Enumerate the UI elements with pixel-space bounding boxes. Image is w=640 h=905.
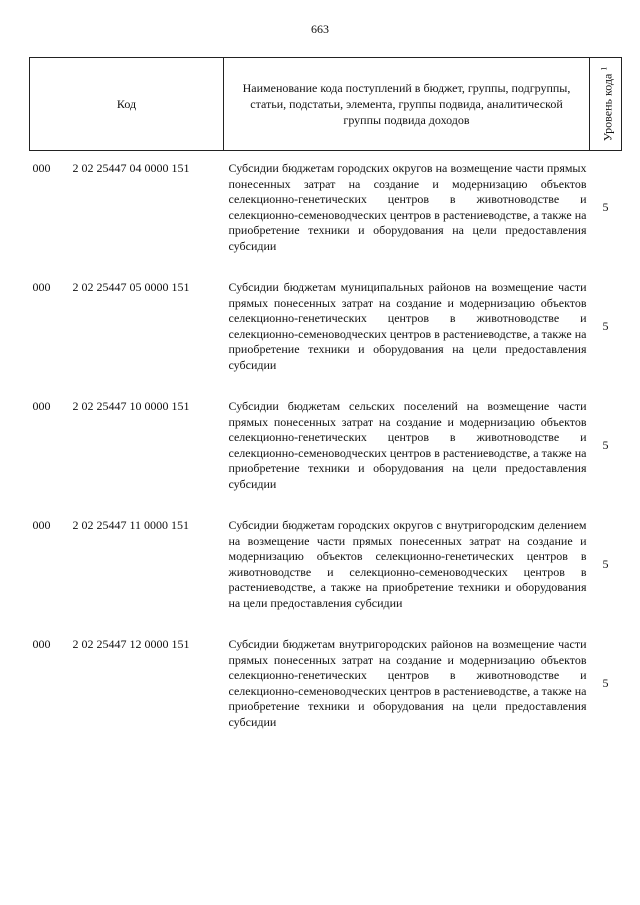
budget-code: 2 02 25447 12 0000 151 bbox=[72, 637, 190, 651]
code-cell bbox=[30, 508, 224, 627]
page-number: 663 bbox=[311, 22, 329, 36]
header-level-footnote: 1 bbox=[599, 66, 608, 71]
admin-code: 000 bbox=[32, 518, 51, 532]
budget-code: 2 02 25447 05 0000 151 bbox=[72, 280, 190, 294]
admin-code: 000 bbox=[32, 280, 51, 294]
admin-code: 000 bbox=[32, 399, 51, 413]
header-code: Код bbox=[30, 58, 224, 151]
name-cell: Субсидии бюджетам муниципальных районов на возмещение части прямых понесенных затрат на создание и модернизацию объектов селекционно-генетических центров в животноводстве и селекционно-семеноводческих центров в растениеводстве, а также на приобретение техники и оборудования на цели предоставления субсидии bbox=[228, 280, 587, 372]
revenue-codes-table bbox=[29, 57, 622, 746]
level-cell: 5 bbox=[602, 676, 609, 690]
table-row bbox=[30, 270, 622, 389]
name-cell: Субсидии бюджетам сельских поселений на возмещение части прямых понесенных затрат на создание и модернизацию объектов селекционно-генетических центров в животноводстве и селекционно-семеноводческих центров в растениеводстве, а также на приобретение техники и оборудования на цели предоставления субсидии bbox=[228, 399, 587, 491]
table-row bbox=[30, 389, 622, 508]
level-cell: 5 bbox=[602, 557, 609, 571]
code-cell bbox=[30, 627, 224, 746]
admin-code: 000 bbox=[32, 637, 51, 651]
table-row bbox=[30, 508, 622, 627]
level-cell: 5 bbox=[602, 319, 609, 333]
level-cell: 5 bbox=[602, 438, 609, 452]
budget-code: 2 02 25447 10 0000 151 bbox=[72, 399, 190, 413]
code-cell bbox=[30, 389, 224, 508]
header-name: Наименование кода поступлений в бюджет, группы, подгруппы, статьи, подстатьи, элемента, группы подвида, аналитической группы подвида доходов bbox=[224, 58, 590, 151]
header-level bbox=[590, 58, 622, 151]
table-row bbox=[30, 151, 622, 271]
code-cell bbox=[30, 151, 224, 271]
header-level-text: Уровень кода bbox=[600, 73, 614, 142]
table-header-row bbox=[30, 58, 622, 151]
admin-code: 000 bbox=[32, 161, 51, 175]
budget-code: 2 02 25447 11 0000 151 bbox=[72, 518, 190, 532]
budget-code: 2 02 25447 04 0000 151 bbox=[72, 161, 190, 175]
name-cell: Субсидии бюджетам внутригородских районов на возмещение части прямых понесенных затрат на создание и модернизацию объектов селекционно-генетических центров в животноводстве и селекционно-семеноводческих центров в растениеводстве, а также на приобретение техники и оборудования на цели предоставления субсидии bbox=[228, 637, 587, 729]
table-row bbox=[30, 627, 622, 746]
name-cell: Субсидии бюджетам городских округов с внутригородским делением на возмещение части прямых понесенных затрат на создание и модернизацию объектов селекционно-генетических центров в животноводстве и селекционно-семеноводческих центров в растениеводстве, а также на приобретение техники и оборудования на цели предоставления субсидии bbox=[228, 518, 587, 610]
level-cell: 5 bbox=[602, 200, 609, 214]
name-cell: Субсидии бюджетам городских округов на возмещение части прямых понесенных затрат на создание и модернизацию объектов селекционно-генетических центров в животноводстве и селекционно-семеноводческих центров в растениеводстве, а также на приобретение техники и оборудования на цели предоставления субсидии bbox=[228, 161, 587, 253]
code-cell bbox=[30, 270, 224, 389]
header-level-label bbox=[596, 67, 615, 142]
